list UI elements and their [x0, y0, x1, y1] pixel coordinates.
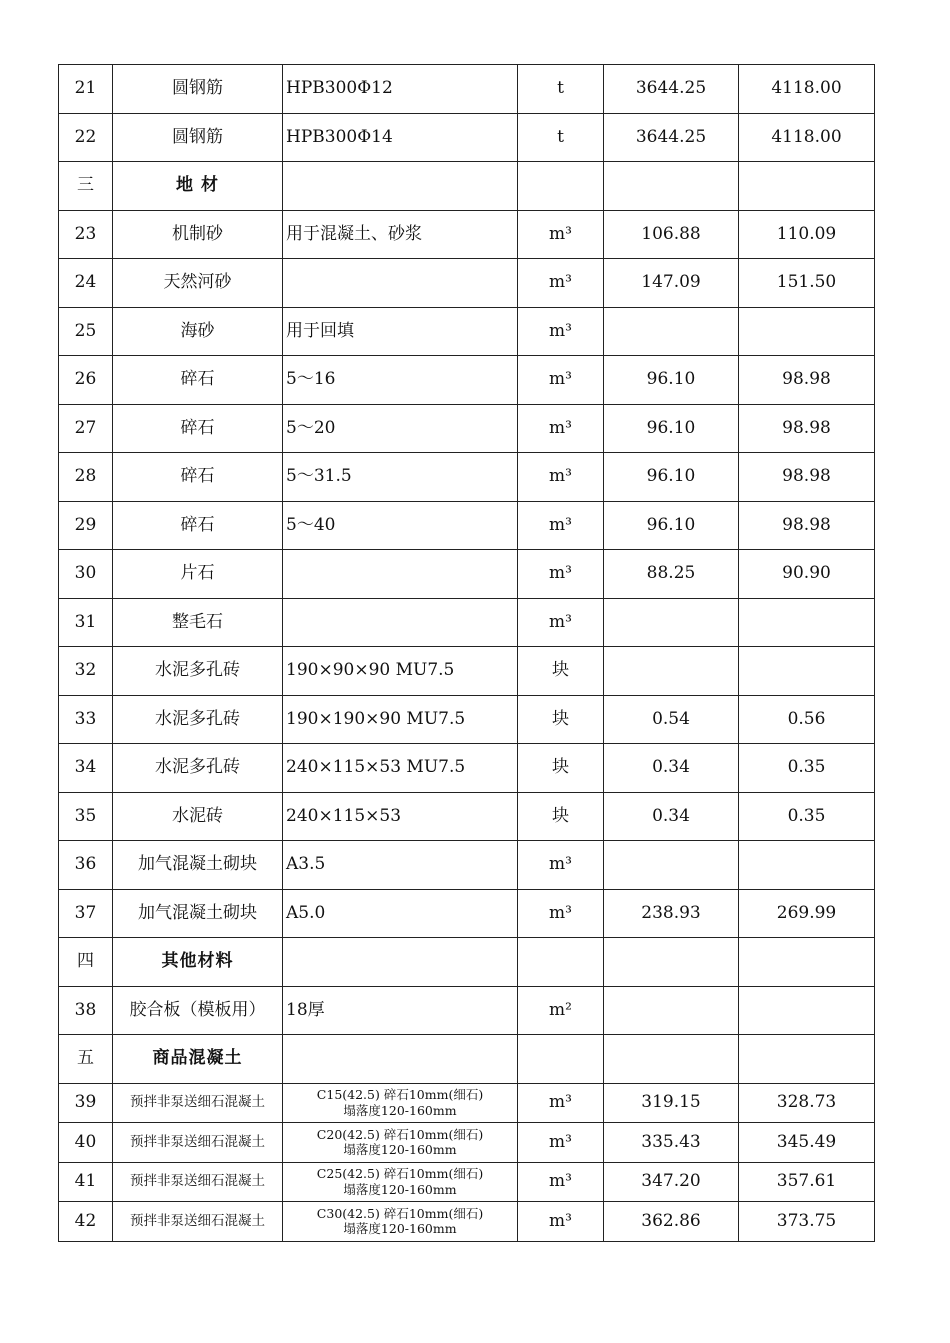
price-cell: 0.34	[604, 744, 739, 793]
specification-line: C25(42.5) 碎石10mm(细石)	[316, 1166, 484, 1182]
table-row	[59, 598, 875, 647]
row-number-cell: 40	[59, 1123, 113, 1163]
price-cell	[739, 162, 875, 211]
material-name-cell: 水泥砖	[113, 792, 283, 841]
price-table-body	[59, 65, 875, 1242]
material-name-cell: 其他材料	[113, 938, 283, 987]
unit-cell: m³	[518, 889, 604, 938]
price-cell	[604, 598, 739, 647]
unit-cell: m³	[518, 598, 604, 647]
row-number-cell: 22	[59, 113, 113, 162]
table-row	[59, 453, 875, 502]
price-cell: 347.20	[604, 1162, 739, 1202]
specification-cell: A5.0	[283, 889, 518, 938]
row-number-cell: 38	[59, 986, 113, 1035]
price-cell: 98.98	[739, 501, 875, 550]
unit-cell	[518, 1035, 604, 1084]
unit-cell: m²	[518, 986, 604, 1035]
table-row	[59, 307, 875, 356]
specification-cell: 190×90×90 MU7.5	[283, 647, 518, 696]
material-name-cell: 圆钢筋	[113, 65, 283, 114]
row-number-cell: 四	[59, 938, 113, 987]
row-number-cell: 29	[59, 501, 113, 550]
price-cell	[739, 938, 875, 987]
material-name-cell: 整毛石	[113, 598, 283, 647]
specification-cell	[283, 598, 518, 647]
specification-cell: 190×190×90 MU7.5	[283, 695, 518, 744]
price-cell: 110.09	[739, 210, 875, 259]
price-cell	[739, 307, 875, 356]
material-name-cell: 圆钢筋	[113, 113, 283, 162]
price-cell	[604, 1035, 739, 1084]
price-cell	[739, 598, 875, 647]
table-row	[59, 501, 875, 550]
row-number-cell: 33	[59, 695, 113, 744]
unit-cell: t	[518, 113, 604, 162]
unit-cell: m³	[518, 501, 604, 550]
specification-cell	[283, 1202, 518, 1242]
material-name-cell: 预拌非泵送细石混凝土	[113, 1123, 283, 1163]
price-cell: 96.10	[604, 453, 739, 502]
price-cell: 3644.25	[604, 65, 739, 114]
specification-cell: 用于混凝土、砂浆	[283, 210, 518, 259]
unit-cell: m³	[518, 210, 604, 259]
price-cell	[604, 938, 739, 987]
price-cell	[604, 307, 739, 356]
price-cell: 98.98	[739, 453, 875, 502]
row-number-cell: 36	[59, 841, 113, 890]
material-name-cell: 水泥多孔砖	[113, 695, 283, 744]
specification-cell: 240×115×53	[283, 792, 518, 841]
price-cell: 362.86	[604, 1202, 739, 1242]
material-name-cell: 水泥多孔砖	[113, 647, 283, 696]
material-name-cell: 地 材	[113, 162, 283, 211]
material-name-cell: 预拌非泵送细石混凝土	[113, 1083, 283, 1123]
material-name-cell: 胶合板（模板用）	[113, 986, 283, 1035]
row-number-cell: 28	[59, 453, 113, 502]
price-cell: 96.10	[604, 404, 739, 453]
price-cell	[604, 986, 739, 1035]
row-number-cell: 五	[59, 1035, 113, 1084]
unit-cell: m³	[518, 307, 604, 356]
material-name-cell: 加气混凝土砌块	[113, 889, 283, 938]
specification-cell	[283, 1123, 518, 1163]
unit-cell: 块	[518, 647, 604, 696]
price-cell: 4118.00	[739, 65, 875, 114]
table-row	[59, 744, 875, 793]
material-name-cell: 预拌非泵送细石混凝土	[113, 1202, 283, 1242]
specification-cell	[283, 1035, 518, 1084]
price-cell: 357.61	[739, 1162, 875, 1202]
section-row	[59, 938, 875, 987]
section-row	[59, 1035, 875, 1084]
material-name-cell: 机制砂	[113, 210, 283, 259]
table-row	[59, 1202, 875, 1242]
price-cell	[739, 1035, 875, 1084]
specification-cell	[283, 1083, 518, 1123]
row-number-cell: 30	[59, 550, 113, 599]
material-name-cell: 碎石	[113, 501, 283, 550]
specification-cell	[283, 938, 518, 987]
price-cell	[604, 162, 739, 211]
table-row	[59, 647, 875, 696]
table-row	[59, 792, 875, 841]
table-row	[59, 259, 875, 308]
specification-cell: 5～20	[283, 404, 518, 453]
price-cell: 345.49	[739, 1123, 875, 1163]
price-cell: 98.98	[739, 404, 875, 453]
row-number-cell: 21	[59, 65, 113, 114]
row-number-cell: 41	[59, 1162, 113, 1202]
unit-cell: m³	[518, 453, 604, 502]
price-cell	[739, 841, 875, 890]
price-cell: 4118.00	[739, 113, 875, 162]
unit-cell: m³	[518, 356, 604, 405]
price-cell: 90.90	[739, 550, 875, 599]
unit-cell: m³	[518, 1123, 604, 1163]
price-cell	[739, 647, 875, 696]
price-cell: 0.35	[739, 744, 875, 793]
specification-line: C15(42.5) 碎石10mm(细石)	[316, 1087, 484, 1103]
unit-cell: m³	[518, 404, 604, 453]
price-cell: 319.15	[604, 1083, 739, 1123]
price-cell: 96.10	[604, 356, 739, 405]
specification-cell: 5～16	[283, 356, 518, 405]
material-name-cell: 预拌非泵送细石混凝土	[113, 1162, 283, 1202]
specification-cell: HPB300Φ12	[283, 65, 518, 114]
specification-cell	[283, 259, 518, 308]
price-cell: 3644.25	[604, 113, 739, 162]
table-row	[59, 986, 875, 1035]
row-number-cell: 37	[59, 889, 113, 938]
table-row	[59, 65, 875, 114]
material-name-cell: 碎石	[113, 356, 283, 405]
row-number-cell: 39	[59, 1083, 113, 1123]
price-cell: 147.09	[604, 259, 739, 308]
price-cell: 373.75	[739, 1202, 875, 1242]
section-row	[59, 162, 875, 211]
price-cell	[739, 986, 875, 1035]
unit-cell	[518, 162, 604, 211]
material-name-cell: 碎石	[113, 453, 283, 502]
price-cell: 88.25	[604, 550, 739, 599]
table-row	[59, 210, 875, 259]
table-row	[59, 1162, 875, 1202]
unit-cell: 块	[518, 695, 604, 744]
price-cell: 0.34	[604, 792, 739, 841]
unit-cell: 块	[518, 792, 604, 841]
table-row	[59, 1083, 875, 1123]
table-row	[59, 1123, 875, 1163]
specification-cell: A3.5	[283, 841, 518, 890]
material-name-cell: 天然河砂	[113, 259, 283, 308]
row-number-cell: 三	[59, 162, 113, 211]
material-name-cell: 海砂	[113, 307, 283, 356]
specification-line: C20(42.5) 碎石10mm(细石)	[316, 1126, 484, 1142]
unit-cell: m³	[518, 1162, 604, 1202]
table-row	[59, 841, 875, 890]
price-cell: 151.50	[739, 259, 875, 308]
specification-line: 塌落度120-160mm	[343, 1142, 457, 1158]
specification-cell: 5～40	[283, 501, 518, 550]
unit-cell: 块	[518, 744, 604, 793]
price-cell: 106.88	[604, 210, 739, 259]
row-number-cell: 42	[59, 1202, 113, 1242]
price-cell: 96.10	[604, 501, 739, 550]
price-cell: 0.56	[739, 695, 875, 744]
row-number-cell: 26	[59, 356, 113, 405]
material-name-cell: 片石	[113, 550, 283, 599]
table-row	[59, 550, 875, 599]
specification-cell: 用于回填	[283, 307, 518, 356]
price-cell	[604, 647, 739, 696]
material-name-cell: 加气混凝土砌块	[113, 841, 283, 890]
specification-line: 塌落度120-160mm	[343, 1181, 457, 1197]
price-cell	[604, 841, 739, 890]
specification-line: 塌落度120-160mm	[343, 1221, 457, 1237]
row-number-cell: 34	[59, 744, 113, 793]
price-cell: 328.73	[739, 1083, 875, 1123]
table-row	[59, 889, 875, 938]
specification-cell: 18厚	[283, 986, 518, 1035]
price-cell: 335.43	[604, 1123, 739, 1163]
table-row	[59, 404, 875, 453]
specification-cell: 5～31.5	[283, 453, 518, 502]
specification-cell	[283, 1162, 518, 1202]
specification-cell	[283, 162, 518, 211]
specification-cell: HPB300Φ14	[283, 113, 518, 162]
material-name-cell: 水泥多孔砖	[113, 744, 283, 793]
row-number-cell: 35	[59, 792, 113, 841]
row-number-cell: 23	[59, 210, 113, 259]
specification-line: C30(42.5) 碎石10mm(细石)	[316, 1205, 484, 1221]
table-row	[59, 695, 875, 744]
table-row	[59, 113, 875, 162]
unit-cell	[518, 938, 604, 987]
price-cell: 238.93	[604, 889, 739, 938]
specification-line: 塌落度120-160mm	[343, 1102, 457, 1118]
specification-cell	[283, 550, 518, 599]
price-cell: 98.98	[739, 356, 875, 405]
price-cell: 269.99	[739, 889, 875, 938]
row-number-cell: 32	[59, 647, 113, 696]
unit-cell: m³	[518, 259, 604, 308]
material-name-cell: 碎石	[113, 404, 283, 453]
price-table	[58, 64, 875, 1242]
unit-cell: t	[518, 65, 604, 114]
row-number-cell: 25	[59, 307, 113, 356]
table-row	[59, 356, 875, 405]
material-name-cell: 商品混凝土	[113, 1035, 283, 1084]
row-number-cell: 27	[59, 404, 113, 453]
unit-cell: m³	[518, 1202, 604, 1242]
unit-cell: m³	[518, 841, 604, 890]
price-cell: 0.54	[604, 695, 739, 744]
row-number-cell: 24	[59, 259, 113, 308]
row-number-cell: 31	[59, 598, 113, 647]
specification-cell: 240×115×53 MU7.5	[283, 744, 518, 793]
price-cell: 0.35	[739, 792, 875, 841]
unit-cell: m³	[518, 550, 604, 599]
unit-cell: m³	[518, 1083, 604, 1123]
